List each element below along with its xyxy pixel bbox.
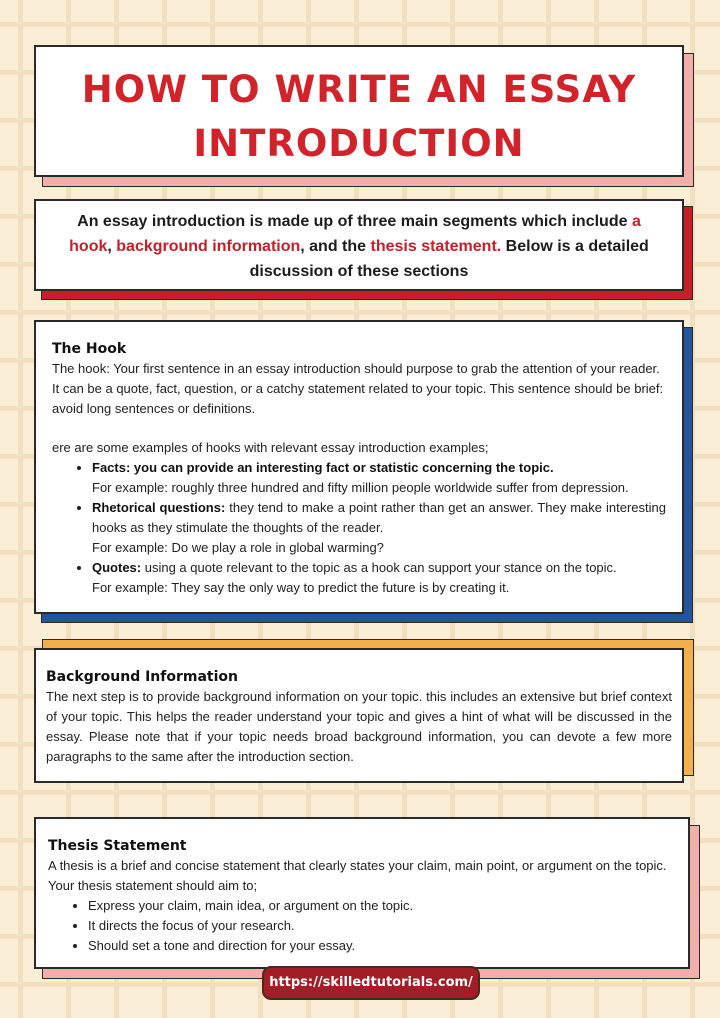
website-url-badge[interactable]: https://skilledtutorials.com/ [262, 966, 480, 1000]
list-item [92, 458, 666, 498]
hook-lead: ere are some examples of hooks with relevant essay introduction examples; [52, 440, 489, 455]
background-body: The next step is to provide background information on your topic. this includes an extensive but brief context of your topic. This helps the reader understand your topic and gives a hint of what will be discussed in the essay. Please note that if your topic needs broad background information, you can devote a few more paragraphs to the same after the introduction section. [46, 689, 672, 764]
thesis-list [48, 896, 676, 956]
thesis-section [34, 817, 690, 969]
list-item: • Should set a tone and direction for your essay. [88, 936, 676, 956]
hook-item-label: Quotes: [92, 560, 142, 575]
intro-highlight-thesis: thesis statement. [370, 238, 502, 255]
thesis-title: Thesis Statement [48, 838, 187, 854]
intro-text [36, 201, 682, 284]
title-line-1: HOW TO WRITE AN ESSAY [81, 68, 637, 111]
thesis-body: A thesis is a brief and concise statement that clearly states your claim, main point, or argument on the topic. Your thesis statement should aim to; [48, 858, 667, 893]
hook-item-example: For example: roughly three hundred and fifty million people worldwide suffer from depression. [92, 480, 629, 495]
hook-item-label: Facts: you can provide an interesting fact or statistic concerning the topic. [92, 460, 554, 475]
intro-highlight-background: background information [116, 238, 301, 255]
hook-title: The Hook [52, 341, 127, 357]
title-line-2: INTRODUCTION [193, 122, 525, 165]
list-item: • It directs the focus of your research. [88, 916, 676, 936]
list-item [92, 498, 666, 558]
hook-section [34, 320, 684, 614]
hook-item-label: Rhetorical questions: [92, 500, 226, 515]
intro-part-3: , and the [300, 238, 371, 255]
hook-item-example: For example: They say the only way to predict the future is by creating it. [92, 580, 510, 595]
hook-examples-list [52, 458, 666, 598]
list-item: • Express your claim, main idea, or argument on the topic. [88, 896, 676, 916]
list-item [92, 558, 666, 598]
hook-item-text: using a quote relevant to the topic as a hook can support your stance on the topic. [141, 560, 617, 575]
intro-highlight-hook: a hook [69, 213, 641, 255]
intro-part-2: , [107, 238, 117, 255]
intro-card [34, 199, 684, 291]
intro-part-4: Below is a detailed discussion of these sections [249, 238, 649, 280]
intro-part-1: An essay introduction is made up of three main segments which include [77, 213, 632, 230]
page-title [36, 47, 682, 171]
hook-body: The hook: Your first sentence in an essay introduction should purpose to grab the attention of your reader. It can be a quote, fact, question, or a catchy statement related to your topic. This sentence should be brief: avoid long sentences or definitions. [52, 361, 664, 416]
hook-item-example: For example: Do we play a role in global warming? [92, 540, 384, 555]
title-card [34, 45, 684, 177]
hook-item-text: they tend to make a point rather than get an answer. They make interesting hooks as they stimulate the thoughts of the reader. [92, 500, 666, 535]
background-title: Background Information [46, 669, 239, 685]
background-section [34, 648, 684, 783]
